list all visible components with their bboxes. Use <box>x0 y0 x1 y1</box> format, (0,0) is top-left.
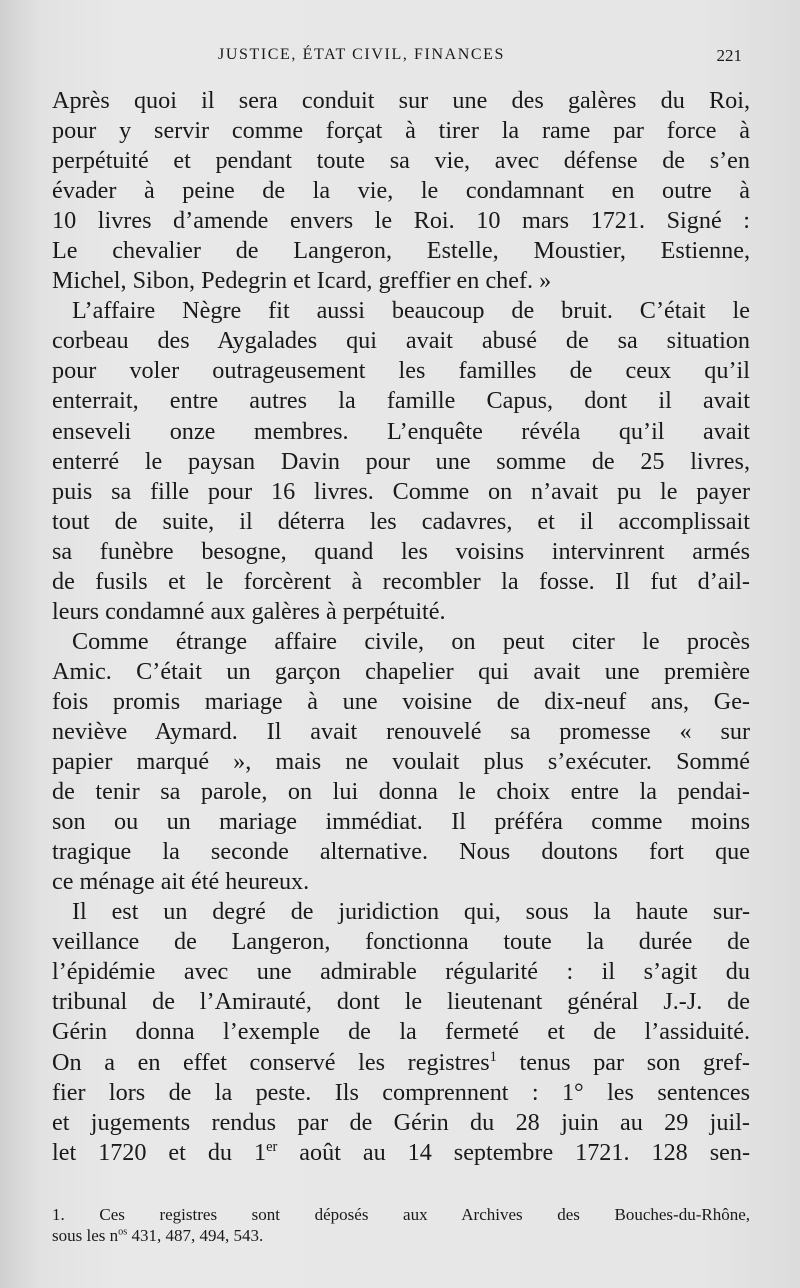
text-line: ce ménage ait été heureux. <box>52 868 310 896</box>
text-line: corbeau des Aygalades qui avait abusé de sa situation <box>52 327 750 355</box>
text-line: Il est un degré de juridiction qui, sous la haute sur- <box>72 898 750 926</box>
text-line: enterrait, entre autres la famille Capus, dont il avait <box>52 387 750 415</box>
abbreviation-superscript: os <box>118 1226 128 1238</box>
page-number: 221 <box>716 46 742 65</box>
text-line: tragique la seconde alternative. Nous doutons fort que <box>52 838 750 866</box>
text-line: L’affaire Nègre fit aussi beaucoup de bruit. C’était le <box>72 297 750 325</box>
text-line: Gérin donna l’exemple de la fermeté et de l’assiduité. <box>52 1018 750 1046</box>
text-line: enterré le paysan Davin pour une somme de 25 livres, <box>52 447 750 475</box>
text-line: l’épidémie avec une admirable régularité : il s’agit du <box>52 958 750 986</box>
text-line <box>52 1048 750 1078</box>
text-line: perpétuité et pendant toute sa vie, avec défense de s’en <box>52 147 750 175</box>
text-segment <box>277 1139 299 1166</box>
text-line: Après quoi il sera conduit sur une des galères du Roi, <box>52 87 750 114</box>
text-line: de fusils et le forcèrent à recombler la fosse. Il fut d’ail- <box>52 567 750 595</box>
footnote-reference: 1 <box>489 1048 497 1065</box>
text-line: Le chevalier de Langeron, Estelle, Moustier, Estienne, <box>52 237 750 265</box>
text-line: pour y servir comme forçat à tirer la rame par force à <box>52 117 750 145</box>
text-line: évader à peine de la vie, le condamnant en outre à <box>52 177 750 205</box>
text-line: de tenir sa parole, on lui donna le choix entre la pendai- <box>52 778 750 806</box>
text-line: tout de suite, il déterra les cadavres, et il accomplissait <box>52 507 750 535</box>
text-line: pour voler outrageusement les familles de ceux qu’il <box>52 357 750 385</box>
text-segment: 431, 487, 494, 543. <box>127 1226 264 1245</box>
footnote-line <box>52 1225 750 1246</box>
footnote-line: 1. Ces registres sont déposés aux Archives des Bouches-du-Rhône, <box>52 1205 750 1224</box>
text-line: Michel, Sibon, Pedegrin et Icard, greffier en chef. » <box>52 267 552 295</box>
text-line: fois promis mariage à une voisine de dix-neuf ans, Ge- <box>52 687 750 715</box>
text-segment: sous les n <box>52 1226 119 1245</box>
text-segment: On a en effet conservé les registres <box>52 1048 490 1076</box>
text-line: et jugements rendus par de Gérin du 28 juin au 29 juil- <box>52 1108 750 1136</box>
text-line: puis sa fille pour 16 livres. Comme on n’avait pu le payer <box>52 477 750 505</box>
text-line: leurs condamné aux galères à perpétuité. <box>52 597 446 625</box>
body-text <box>52 86 750 1168</box>
text-line: veillance de Langeron, fonctionna toute la durée de <box>52 928 750 956</box>
text-line: Amic. C’était un garçon chapelier qui avait une première <box>52 657 750 685</box>
text-segment: août au 14 septembre 1721. 128 sen- <box>299 1138 751 1166</box>
text-line: Comme étrange affaire civile, on peut citer le procès <box>72 627 750 655</box>
text-line <box>52 1138 750 1168</box>
text-line: neviève Aymard. Il avait renouvelé sa promesse « sur <box>52 717 750 745</box>
text-line: son ou un mariage immédiat. Il préféra comme moins <box>52 808 750 836</box>
text-line: 10 livres d’amende envers le Roi. 10 mars 1721. Signé : <box>52 207 750 235</box>
running-title: JUSTICE, ÉTAT CIVIL, FINANCES <box>218 46 506 63</box>
text-segment: let 1720 et du 1 <box>52 1138 267 1166</box>
text-line: sa funèbre besogne, quand les voisins intervinrent armés <box>52 537 750 565</box>
text-line: tribunal de l’Amirauté, dont le lieutenant général J.-J. de <box>52 988 750 1016</box>
page-header <box>52 46 742 70</box>
text-line: fier lors de la peste. Ils comprennent : 1° les sentences <box>52 1078 750 1106</box>
ordinal-superscript: er <box>266 1138 278 1155</box>
text-line: papier marqué », mais ne voulait plus s’exécuter. Sommé <box>52 748 750 776</box>
text-line: enseveli onze membres. L’enquête révéla qu’il avait <box>52 417 750 445</box>
footnote <box>52 1204 750 1246</box>
text-segment: tenus par son gref- <box>496 1048 750 1076</box>
